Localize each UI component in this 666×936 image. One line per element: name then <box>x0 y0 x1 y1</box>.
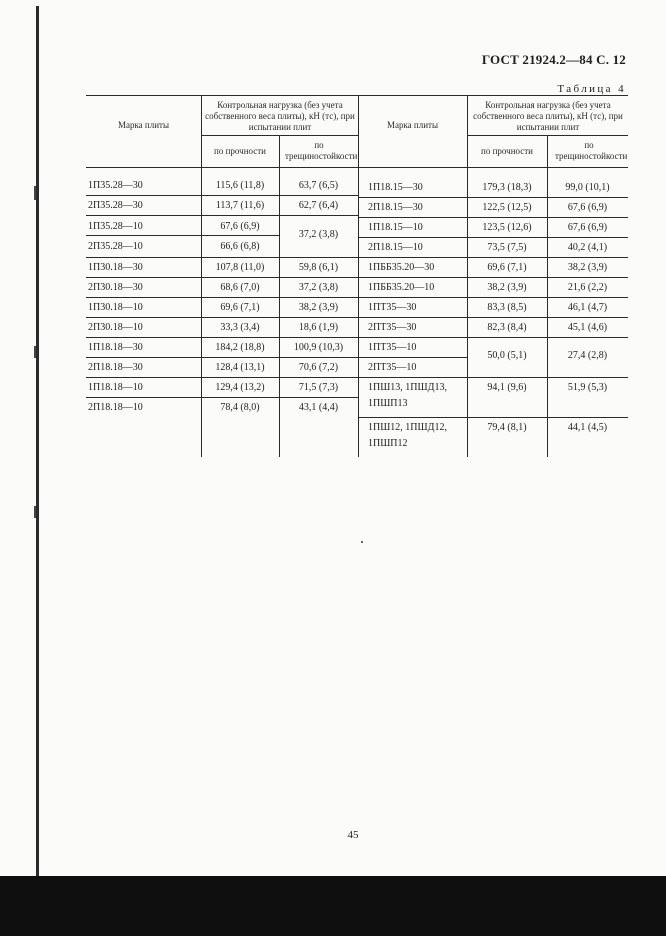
strength-cell: 78,4 (8,0) <box>220 402 260 413</box>
crack-cell: 21,6 (2,2) <box>567 282 608 293</box>
strength-cell: 129,4 (13,2) <box>215 382 265 393</box>
brand-cell: 1П18.18—10 <box>88 382 143 393</box>
column-divider <box>358 95 359 457</box>
crack-header: по трещиностойкости <box>285 140 358 161</box>
strength-cell: 38,2 (3,9) <box>487 282 527 293</box>
row-rule <box>86 357 358 358</box>
row-rule <box>86 195 358 196</box>
brand-cell: 2ПТ35—10 <box>368 362 417 373</box>
brand-cell: 1ПББ35.20—10 <box>368 282 435 293</box>
strength-cell: 67,6 (6,9) <box>220 221 260 232</box>
crack-cell: 38,2 (3,9) <box>298 302 339 313</box>
brand-cell: 1ПШ13, 1ПШД13, <box>368 382 447 393</box>
brand-cell: 1П35.28—30 <box>88 180 143 191</box>
row-rule <box>86 297 358 298</box>
crack-cell: 71,5 (7,3) <box>298 382 339 393</box>
strength-cell: 128,4 (13,1) <box>215 362 265 373</box>
brand-cell: 2П35.28—10 <box>88 241 143 252</box>
row-rule <box>86 337 358 338</box>
scan-mark <box>34 186 36 200</box>
scan-mark <box>34 346 36 358</box>
crack-cell: 67,6 (6,9) <box>567 202 608 213</box>
row-rule <box>86 317 358 318</box>
load-header: Контрольная нагрузка (без учета собственного веса плиты), кН (тс), при испытании плит <box>473 100 623 132</box>
strength-cell: 107,8 (11,0) <box>215 262 265 273</box>
row-rule <box>358 277 628 278</box>
row-rule <box>358 337 628 338</box>
row-rule <box>358 417 628 418</box>
brand-cell: 2ПТ35—30 <box>368 322 417 333</box>
strength-cell: 66,6 (6,8) <box>220 241 260 252</box>
strength-header: по прочности <box>481 146 533 156</box>
brand-cell: 1ПШП13 <box>368 398 408 409</box>
row-rule <box>358 237 628 238</box>
strength-cell: 122,5 (12,5) <box>482 202 532 213</box>
brand-cell: 1П18.15—10 <box>368 222 423 233</box>
crack-cell: 18,6 (1,9) <box>298 322 339 333</box>
strength-cell: 179,3 (18,3) <box>482 182 532 193</box>
crack-cell: 38,2 (3,9) <box>567 262 608 273</box>
strength-cell: 33,3 (3,4) <box>220 322 260 333</box>
crack-cell: 67,6 (6,9) <box>567 222 608 233</box>
scan-mark <box>34 506 36 518</box>
crack-cell: 100,9 (10,3) <box>293 342 344 353</box>
crack-header: по трещиностойкости <box>555 140 628 161</box>
row-rule <box>86 257 358 258</box>
brand-cell: 1ПШ12, 1ПШД12, <box>368 422 447 433</box>
strength-header: по прочности <box>214 146 266 156</box>
brand-header: Марка плиты <box>117 120 170 130</box>
crack-cell: 37,2 (3,8) <box>298 282 339 293</box>
row-rule <box>358 377 628 378</box>
strength-cell: 184,2 (18,8) <box>215 342 265 353</box>
row-rule <box>358 357 467 358</box>
strength-cell: 79,4 (8,1) <box>487 422 527 433</box>
crack-cell: 59,8 (6,1) <box>298 262 339 273</box>
brand-cell: 2П18.18—30 <box>88 362 143 373</box>
brand-cell: 2П30.18—10 <box>88 322 143 333</box>
strength-cell: 83,3 (8,5) <box>487 302 527 313</box>
crack-cell: 99,0 (10,1) <box>565 182 610 193</box>
brand-cell: 2П30.18—30 <box>88 282 143 293</box>
scan-left-edge <box>36 6 39 886</box>
strength-cell: 68,6 (7,0) <box>220 282 260 293</box>
row-rule <box>358 297 628 298</box>
brand-cell: 1ПШП12 <box>368 438 408 449</box>
row-rule <box>86 215 358 216</box>
strength-cell: 50,0 (5,1) <box>487 350 527 361</box>
strength-cell: 123,5 (12,6) <box>482 222 532 233</box>
crack-cell: 45,1 (4,6) <box>567 322 608 333</box>
row-rule <box>86 277 358 278</box>
load-header: Контрольная нагрузка (без учета собственного веса плиты), кН (тс), при испытании плит <box>205 100 355 132</box>
brand-cell: 1ПТ35—10 <box>368 342 417 353</box>
brand-cell: 1П30.18—10 <box>88 302 143 313</box>
strength-cell: 69,6 (7,1) <box>220 302 260 313</box>
scan-bottom-edge <box>0 876 666 936</box>
document-header: ГОСТ 21924.2—84 С. 12 <box>481 52 626 67</box>
table-top-border <box>86 95 628 96</box>
brand-cell: 2П35.28—30 <box>88 200 143 211</box>
strength-cell: 115,6 (11,8) <box>215 180 265 191</box>
row-rule <box>358 317 628 318</box>
crack-cell: 27,4 (2,8) <box>567 350 608 361</box>
crack-cell: 46,1 (4,7) <box>567 302 608 313</box>
strength-cell: 69,6 (7,1) <box>487 262 527 273</box>
row-rule <box>358 217 628 218</box>
brand-cell: 2П18.18—10 <box>88 402 143 413</box>
brand-cell: 1П35.28—10 <box>88 221 143 232</box>
brand-cell: 1П30.18—30 <box>88 262 143 273</box>
stray-dot <box>361 541 363 543</box>
brand-cell: 1П18.18—30 <box>88 342 143 353</box>
crack-cell: 51,9 (5,3) <box>567 382 608 393</box>
row-rule <box>358 197 628 198</box>
brand-cell: 1ПТ35—30 <box>368 302 417 313</box>
crack-cell: 63,7 (6,5) <box>298 180 339 191</box>
brand-cell: 1ПББ35.20—30 <box>368 262 435 273</box>
page-number: 45 <box>347 829 359 841</box>
brand-cell: 2П18.15—30 <box>368 202 423 213</box>
brand-header: Марка плиты <box>386 120 439 130</box>
crack-cell: 40,2 (4,1) <box>567 242 608 253</box>
strength-cell: 73,5 (7,5) <box>487 242 527 253</box>
row-rule <box>358 257 628 258</box>
crack-cell: 44,1 (4,5) <box>567 422 608 433</box>
strength-cell: 94,1 (9,6) <box>487 382 527 393</box>
brand-cell: 1П18.15—30 <box>368 182 423 193</box>
row-rule <box>86 235 279 236</box>
row-rule <box>86 377 358 378</box>
crack-cell: 37,2 (3,8) <box>298 229 339 240</box>
brand-cell: 2П18.15—10 <box>368 242 423 253</box>
strength-cell: 113,7 (11,6) <box>215 200 265 211</box>
table-caption: Таблица 4 <box>557 83 626 95</box>
crack-cell: 70,6 (7,2) <box>298 362 339 373</box>
crack-cell: 43,1 (4,4) <box>298 402 339 413</box>
strength-cell: 82,3 (8,4) <box>487 322 527 333</box>
crack-cell: 62,7 (6,4) <box>298 200 339 211</box>
row-rule <box>86 397 358 398</box>
